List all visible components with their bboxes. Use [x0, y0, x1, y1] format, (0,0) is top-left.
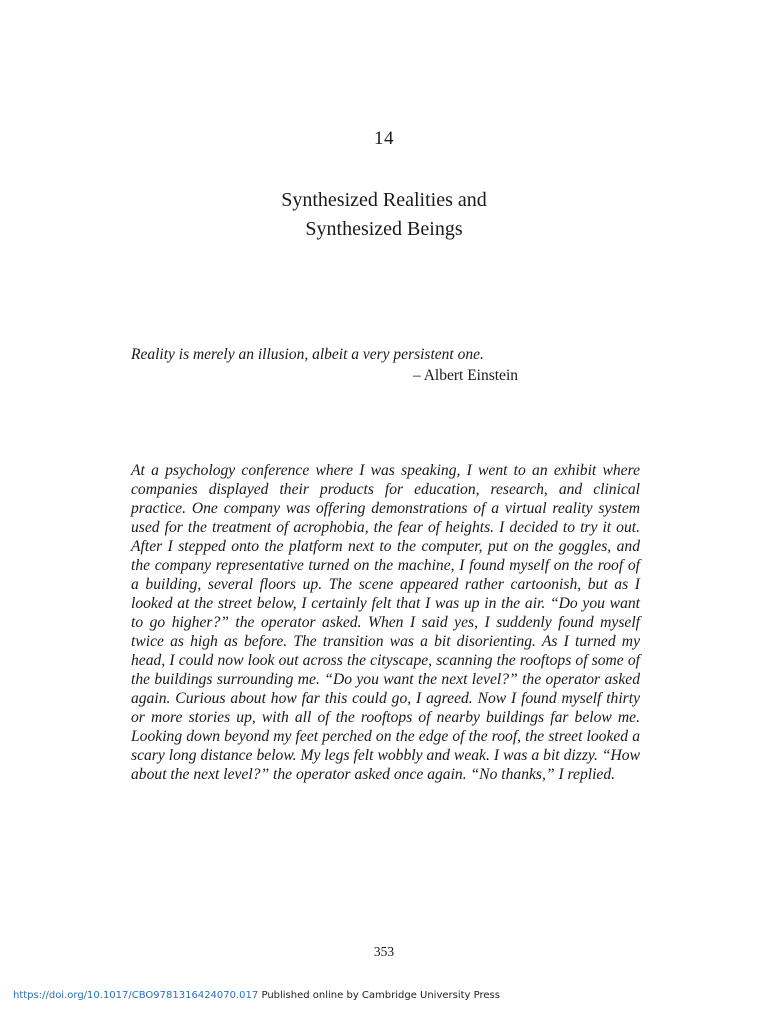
publisher-text: Published online by Cambridge University Press: [258, 990, 500, 1001]
chapter-title: [0, 186, 768, 244]
doi-link[interactable]: https://doi.org/10.1017/CBO9781316424070.017: [13, 990, 259, 1001]
epigraph-quote: Reality is merely an illusion, albeit a very persistent one.: [131, 346, 484, 363]
epigraph: [131, 344, 518, 386]
chapter-number: 14: [374, 128, 394, 149]
body-paragraph: At a psychology conference where I was speaking, I went to an exhibit where companies displayed their products for education, research, and clinical practice. One company was offering demonstrations of a virtual reality system used for the treatment of acrophobia, the fear of heights. I decided to try it out. After I stepped onto the platform next to the computer, put on the goggles, and the company representative turned on the machine, I found myself on the roof of a building, several floors up. The scene appeared rather cartoonish, but as I looked at the street below, I certainly felt that I was up in the air. “Do you want to go higher?” the operator asked. When I said yes, I suddenly found myself twice as high as before. The transition was a bit disorienting. As I turned my head, I could now look out across the cityscape, scanning the rooftops of some of the buildings surrounding me. “Do you want the next level?” the operator asked again. Curious about how far this could go, I agreed. Now I found myself thirty or more stories up, with all of the rooftops of nearby buildings far below me. Looking down beyond my feet perched on the edge of the roof, the street looked a scary long distance below. My legs felt wobbly and weak. I was a bit dizzy. “How about the next level?” the operator asked once again. “No thanks,” I replied.: [131, 462, 640, 783]
epigraph-attribution: – Albert Einstein: [412, 367, 518, 384]
chapter-title-line-2: Synthesized Beings: [305, 218, 463, 240]
chapter-title-line-1: Synthesized Realities and: [281, 189, 487, 211]
footer: [13, 990, 500, 1001]
page-number: 353: [373, 944, 395, 959]
